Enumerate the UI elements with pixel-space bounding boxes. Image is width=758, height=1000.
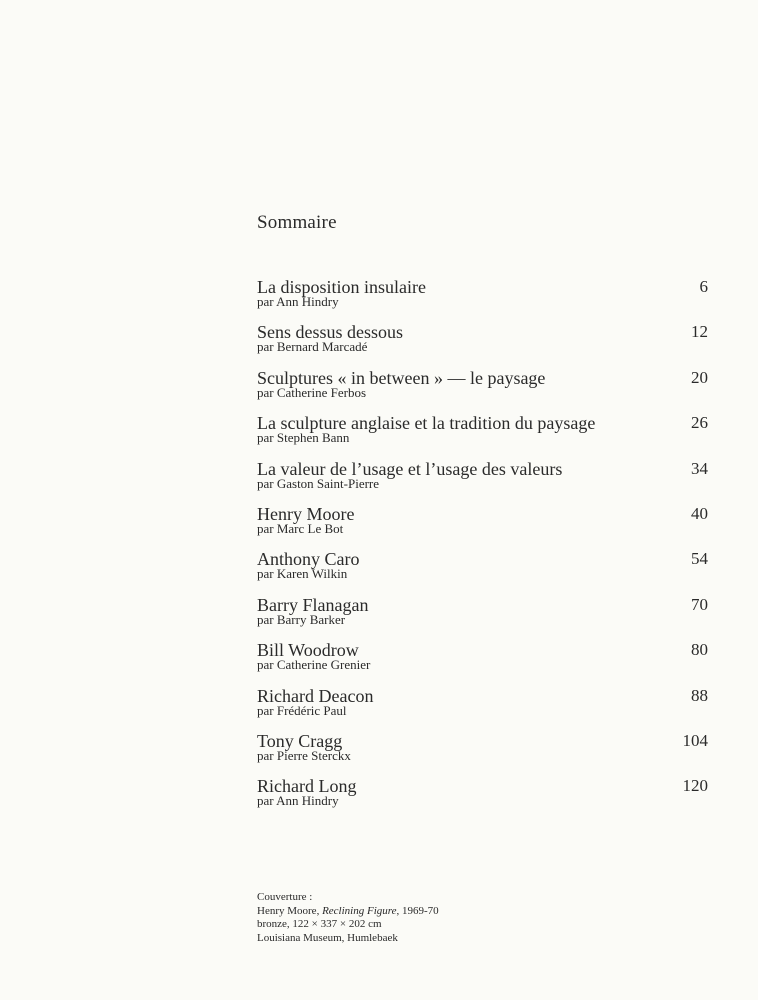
- toc-entry-page-number: 6: [699, 277, 708, 296]
- toc-entry: [257, 548, 708, 593]
- toc-entry-title: La valeur de l’usage et l’usage des valeurs: [257, 458, 563, 479]
- toc-entry-author: par Catherine Ferbos: [257, 384, 367, 400]
- toc-entry-author: par Barry Barker: [257, 611, 346, 627]
- toc-entry: [257, 321, 708, 366]
- cover-label: Couverture :: [257, 891, 313, 903]
- toc-entry-title: Richard Deacon: [257, 685, 374, 706]
- toc-entry: [257, 775, 708, 820]
- toc-entry-title: Barry Flanagan: [257, 594, 369, 615]
- cover-caption: [257, 891, 439, 945]
- cover-location: Louisiana Museum, Humlebaek: [257, 931, 398, 944]
- toc-entry-page-number: 12: [691, 322, 708, 342]
- toc-entry-author: par Gaston Saint-Pierre: [257, 475, 380, 491]
- toc-entry: [257, 412, 708, 457]
- toc-entry: [257, 276, 708, 321]
- toc-entry-title: Henry Moore: [257, 503, 355, 524]
- toc-entry-page-number: 104: [682, 730, 708, 750]
- toc-entry-author: par Pierre Sterckx: [257, 747, 351, 763]
- cover-artist: Henry Moore,: [257, 904, 323, 917]
- toc-entry-title: Tony Cragg: [257, 730, 343, 751]
- toc-entry-author: par Bernard Marcadé: [257, 339, 368, 355]
- toc-entry-page-number: 34: [691, 458, 708, 478]
- toc-entry: [257, 367, 708, 412]
- toc-entry-page-number: 120: [682, 776, 708, 796]
- toc-entry-title: Sens dessus dessous: [257, 322, 404, 343]
- toc-entry-author: par Catherine Grenier: [257, 657, 371, 673]
- toc-entry-page-number: 88: [691, 685, 708, 705]
- toc-entry: [257, 594, 708, 639]
- toc-entry-author: par Karen Wilkin: [257, 566, 348, 582]
- toc-entry: [257, 685, 708, 730]
- toc-entry-title: Bill Woodrow: [257, 640, 359, 661]
- toc-entry-title: Anthony Caro: [257, 549, 360, 570]
- toc-entry-title: La sculpture anglaise et la tradition du paysage: [257, 413, 596, 434]
- toc-entry-title: Sculptures « in between » — le paysage: [257, 367, 546, 388]
- toc-entry-page-number: 54: [691, 549, 708, 569]
- cover-material: bronze, 122 × 337 × 202 cm: [257, 918, 382, 930]
- toc-entry: [257, 639, 708, 684]
- toc-entry-page-number: 26: [691, 413, 708, 433]
- toc-entry-page-number: 40: [691, 503, 708, 523]
- toc-entry-author: par Ann Hindry: [257, 793, 339, 809]
- cover-work-line: [257, 905, 439, 919]
- table-of-contents: [257, 276, 708, 821]
- cover-work-title: Reclining Figure: [322, 904, 397, 917]
- toc-entry-author: par Stephen Bann: [257, 430, 350, 446]
- toc-entry-page-number: 70: [691, 594, 708, 614]
- toc-entry-author: par Ann Hindry: [257, 294, 339, 309]
- toc-entry-title: La disposition insulaire: [257, 277, 426, 297]
- toc-entry: [257, 503, 708, 548]
- toc-entry-title: Richard Long: [257, 776, 357, 797]
- page-title: Sommaire: [257, 212, 337, 233]
- toc-entry: [257, 730, 708, 775]
- toc-entry-page-number: 80: [691, 640, 708, 660]
- toc-entry-author: par Marc Le Bot: [257, 520, 344, 536]
- toc-entry-page-number: 20: [691, 367, 708, 387]
- toc-entry-author: par Frédéric Paul: [257, 702, 347, 718]
- toc-entry: [257, 458, 708, 503]
- cover-date: , 1969-70: [396, 904, 439, 917]
